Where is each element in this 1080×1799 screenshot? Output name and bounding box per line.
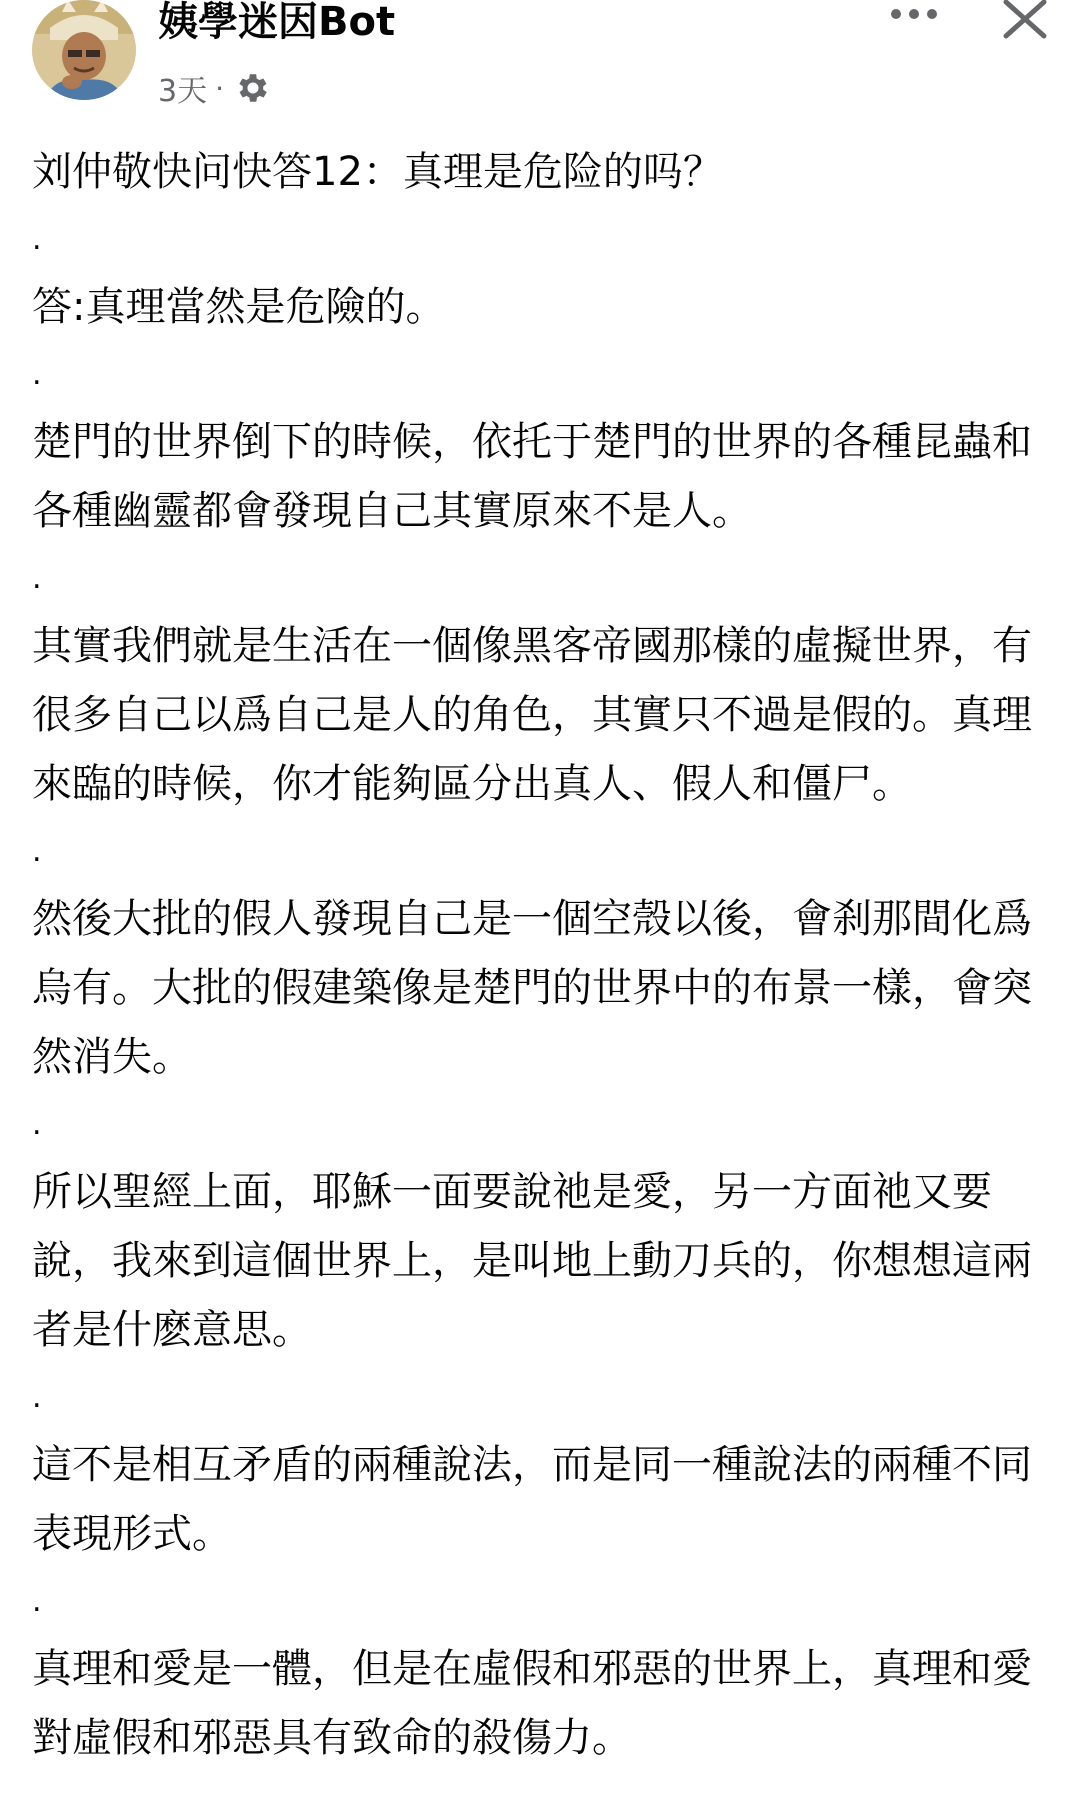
meta-separator: ·	[215, 71, 224, 105]
post-paragraph: 這不是相互矛盾的兩種說法，而是同一種說法的兩種不同表現形式。	[32, 1442, 1032, 1557]
more-horizontal-icon	[882, 0, 946, 30]
more-options-button[interactable]	[882, 0, 946, 30]
post-paragraph: 所以聖經上面，耶穌一面要說祂是愛，另一方面祂又要說，我來到這個世界上，是叫地上動刀兵的，你想想這兩者是什麽意思。	[32, 1169, 1032, 1353]
paragraph-separator: .	[32, 1380, 42, 1415]
post-paragraph: 楚門的世界倒下的時候，依托于楚門的世界的各種昆蟲和各種幽靈都會發現自己其實原來不是人。	[32, 419, 1032, 534]
paragraph-separator: .	[32, 1107, 42, 1142]
post-time[interactable]: 3天	[158, 74, 208, 109]
close-icon	[1000, 0, 1050, 40]
paragraph-separator: .	[32, 1584, 42, 1619]
paragraph-separator: .	[32, 561, 42, 596]
paragraph-separator: .	[32, 357, 42, 392]
close-button[interactable]	[1000, 0, 1050, 40]
post-meta	[158, 68, 272, 108]
post-body	[32, 138, 1052, 1773]
profile-avatar-icon	[32, 0, 136, 100]
post-paragraph: 其實我們就是生活在一個像黑客帝國那樣的虛擬世界，有很多自己以爲自己是人的角色，其實只不過是假的。真理來臨的時候，你才能夠區分出真人、假人和僵尸。	[32, 623, 1032, 807]
post-title: 刘仲敬快问快答12：真理是危险的吗？	[32, 149, 723, 195]
author-name[interactable]: 姨學迷因Bot	[158, 0, 396, 45]
paragraph-separator: .	[32, 834, 42, 869]
post-header	[0, 0, 1080, 120]
post-paragraph: 答:真理當然是危險的。	[32, 284, 446, 330]
post-paragraph: 然後大批的假人發現自己是一個空殼以後，會刹那間化爲烏有。大批的假建築像是楚門的世界中的布景一樣，會突然消失。	[32, 896, 1032, 1080]
post-paragraph: 真理和愛是一體，但是在虛假和邪惡的世界上，真理和愛對虛假和邪惡具有致命的殺傷力。	[32, 1646, 1032, 1761]
gear-icon[interactable]	[234, 69, 272, 107]
paragraph-separator: .	[32, 222, 42, 257]
author-avatar[interactable]	[32, 0, 136, 100]
